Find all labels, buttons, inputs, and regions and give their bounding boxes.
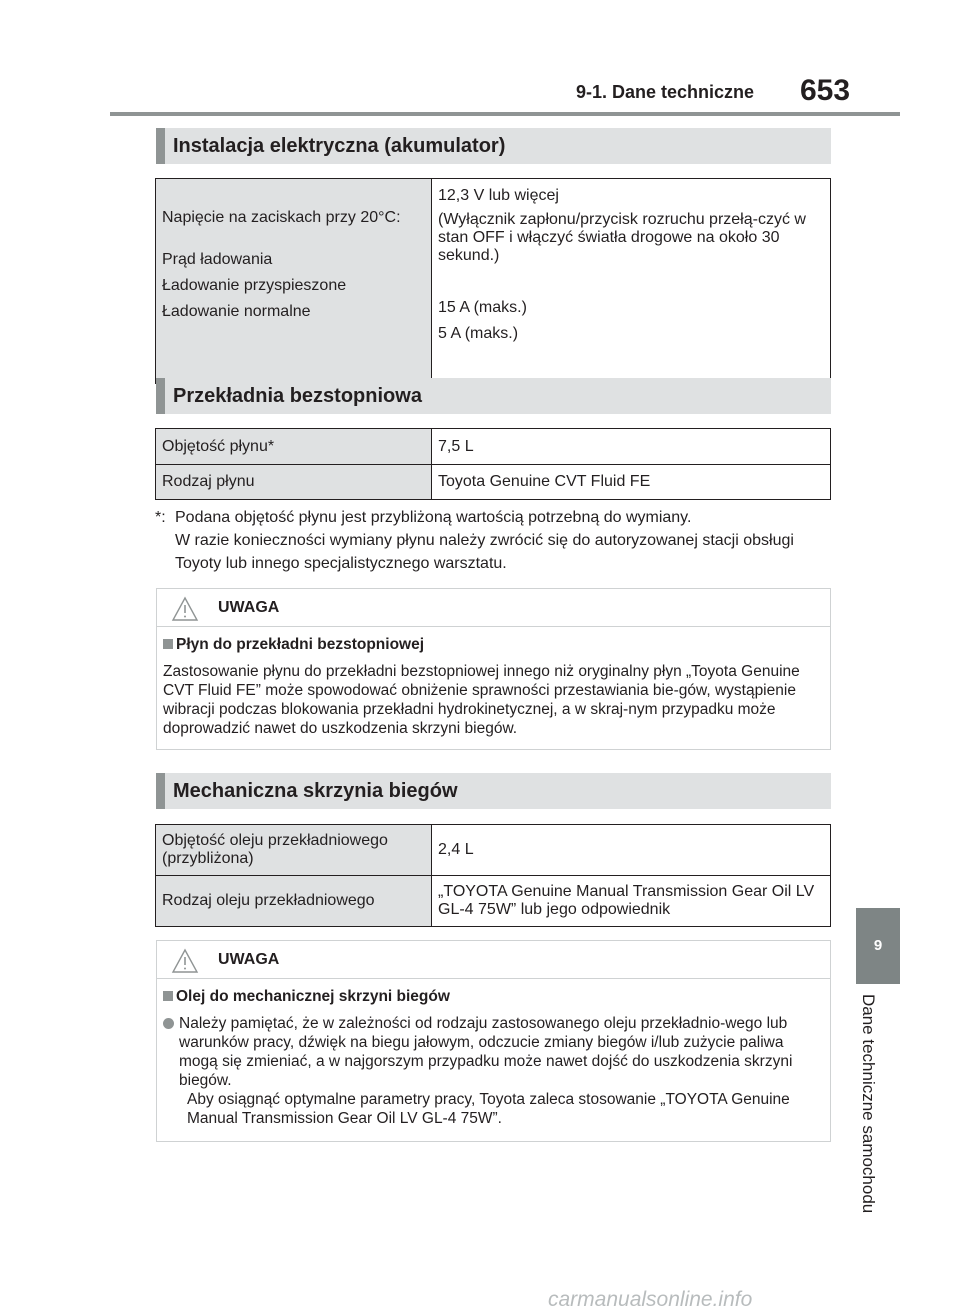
oil-volume-label: Objętość oleju przekładniowego (przybliżona) — [156, 825, 432, 876]
table-row — [156, 825, 831, 876]
voltage-value: 12,3 V lub więcej — [438, 187, 559, 204]
footnote-line-1: Podana objętość płynu jest przybliżoną wartością potrzebną do wymiany. — [175, 509, 692, 526]
charging-current-label: Prąd ładowania — [162, 251, 273, 268]
warning-subtitle — [163, 635, 824, 654]
warning-title: UWAGA — [218, 951, 280, 968]
fluid-volume-value: 7,5 L — [432, 429, 831, 465]
warning-subtitle — [163, 987, 824, 1006]
normal-charge-value: 5 A (maks.) — [438, 325, 519, 342]
fast-charge-value: 15 A (maks.) — [438, 299, 527, 316]
warning-subtitle-text: Płyn do przekładni bezstopniowej — [176, 636, 425, 653]
battery-labels-cell — [156, 179, 432, 384]
header-rule — [110, 112, 900, 116]
footnote-line-2: W razie konieczności wymiany płynu należy zwrócić się do autoryzowanej stacji obsługi Toyoty lub innego specjalistycznego warsztatu. — [175, 532, 794, 572]
oil-type-label: Rodzaj oleju przekładniowego — [156, 876, 432, 927]
warning-body — [157, 979, 830, 1138]
manual-spec-table — [155, 824, 831, 927]
cvt-footnote — [155, 506, 831, 575]
chapter-tab: 9 — [856, 908, 900, 984]
warning-header — [157, 941, 830, 979]
warning-bullet-text: Należy pamiętać, że w zależności od rodzaju zastosowanego oleju przekładnio-wego lub warunków pracy, dźwięk na biegu jałowym, odczucie zmiany biegów i/lub zużycie paliwa mogą się zmieniać, a w najgorszym przypadku może nawet dojść do uszkodzenia skrzyni biegów. — [179, 1015, 793, 1089]
cvt-spec-table — [155, 428, 831, 500]
page-number: 653 — [800, 74, 851, 107]
normal-charge-label: Ładowanie normalne — [162, 303, 311, 320]
fast-charge-label: Ładowanie przyspieszone — [162, 277, 347, 294]
battery-values-cell — [432, 179, 831, 384]
warning-body — [157, 627, 830, 748]
cvt-section-title: Przekładnia bezstopniowa — [156, 378, 831, 414]
section-label: 9-1. Dane techniczne — [576, 82, 755, 102]
warning-extra-text: Aby osiągnąć optymalne parametry pracy, Toyota zaleca stosowanie „TOYOTA Genuine Manual Transmission Gear Oil LV GL-4 75W”. — [187, 1091, 790, 1127]
battery-spec-table — [155, 178, 831, 384]
table-row — [156, 429, 831, 465]
warning-box-manual — [156, 940, 831, 1142]
warning-text: Zastosowanie płynu do przekładni bezstopniowej innego niż oryginalny płyn „Toyota Genuine CVT Fluid FE” może spowodować obniżenie sprawności przestawiania bie-gów, wystąpienie wibracji podczas blokowania przekładni hydrokinetycznej, a w skraj-nym przypadku może doprowadzić nawet do uszkodzenia skrzyni biegów. — [163, 663, 800, 737]
warning-title: UWAGA — [218, 599, 280, 616]
voltage-note: (Wyłącznik zapłonu/przycisk rozruchu przełą-czyć w stan OFF i włączyć światła drogowe na około 30 sekund.) — [438, 211, 806, 264]
footnote-mark: *: — [155, 509, 166, 526]
oil-type-value: „TOYOTA Genuine Manual Transmission Gear Oil LV GL-4 75W” lub jego odpowiednik — [432, 876, 831, 927]
battery-section-title: Instalacja elektryczna (akumulator) — [156, 128, 831, 164]
chapter-title: Dane techniczne samochodu — [859, 994, 878, 1214]
fluid-type-label: Rodzaj płynu — [156, 465, 432, 500]
round-bullet-icon — [163, 1018, 174, 1029]
warning-subtitle-text: Olej do mechanicznej skrzyni biegów — [176, 988, 450, 1005]
oil-volume-value: 2,4 L — [432, 825, 831, 876]
warning-bullet-item — [163, 1014, 824, 1090]
manual-section-title: Mechaniczna skrzynia biegów — [156, 773, 831, 809]
warning-triangle-icon — [171, 948, 199, 979]
watermark: carmanualsonline.info — [548, 1288, 753, 1311]
square-bullet-icon — [163, 991, 173, 1001]
fluid-type-value: Toyota Genuine CVT Fluid FE — [432, 465, 831, 500]
fluid-volume-label: Objętość płynu* — [156, 429, 432, 465]
warning-box-cvt — [156, 588, 831, 750]
square-bullet-icon — [163, 639, 173, 649]
table-row — [156, 876, 831, 927]
warning-header — [157, 589, 830, 627]
table-row — [156, 465, 831, 500]
warning-triangle-icon — [171, 596, 199, 627]
voltage-label: Napięcie na zaciskach przy 20°C: — [162, 209, 401, 226]
